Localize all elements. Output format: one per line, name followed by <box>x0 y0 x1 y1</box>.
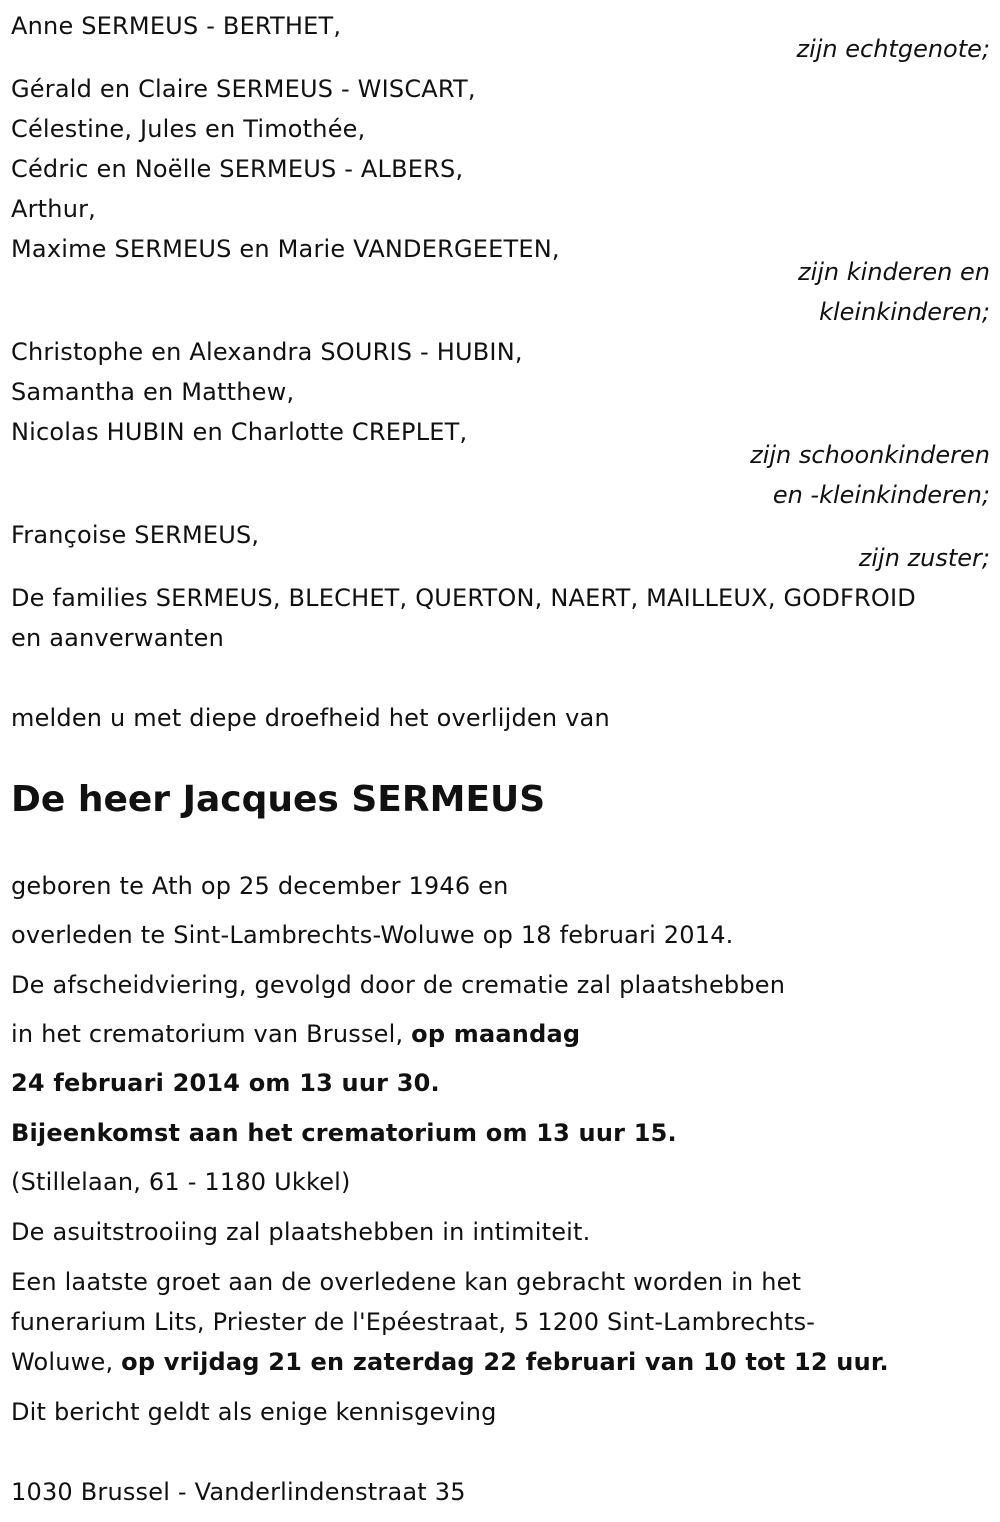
deceased-name: De heer Jacques SERMEUS <box>11 779 546 820</box>
in-law-line: Samantha en Matthew, <box>11 378 295 406</box>
child-line: Célestine, Jules en Timothée, <box>11 115 366 143</box>
ceremony-location: in het crematorium van Brussel, <box>11 1020 412 1048</box>
announcement: melden u met diepe droefheid het overlijden van <box>11 704 610 732</box>
visit-line: funerarium Lits, Priester de l'Epéestraat, 5 1200 Sint-Lambrechts- <box>11 1308 816 1336</box>
in-laws-role: zijn schoonkinderen <box>750 441 990 469</box>
death-line: overleden te Sint-Lambrechts-Woluwe op 18 februari 2014. <box>11 921 734 949</box>
birth-line: geboren te Ath op 25 december 1946 en <box>11 872 509 900</box>
spouse-name: Anne SERMEUS - BERTHET, <box>11 12 342 40</box>
ceremony-line <box>11 1014 580 1054</box>
visit-line <box>11 1342 889 1382</box>
families-line: en aanverwanten <box>11 624 224 652</box>
children-role: zijn kinderen en <box>798 258 990 286</box>
visit-place: Woluwe, <box>11 1348 122 1376</box>
in-law-line: Christophe en Alexandra SOURIS - HUBIN, <box>11 338 523 366</box>
in-laws-role: en -kleinkinderen; <box>772 481 990 509</box>
spouse-role: zijn echtgenote; <box>796 35 990 63</box>
child-line: Arthur, <box>11 195 97 223</box>
sister-role: zijn zuster; <box>858 544 990 572</box>
home-address: 1030 Brussel - Vanderlindenstraat 35 <box>11 1478 466 1506</box>
ceremony-day: op maandag <box>411 1020 581 1048</box>
ceremony-datetime: 24 februari 2014 om 13 uur 30. <box>11 1069 440 1097</box>
children-role: kleinkinderen; <box>819 298 990 326</box>
child-line: Maxime SERMEUS en Marie VANDERGEETEN, <box>11 235 560 263</box>
child-line: Cédric en Noëlle SERMEUS - ALBERS, <box>11 155 464 183</box>
child-line: Gérald en Claire SERMEUS - WISCART, <box>11 75 476 103</box>
ashes-line: De asuitstrooiing zal plaatshebben in intimiteit. <box>11 1218 591 1246</box>
families-line: De families SERMEUS, BLECHET, QUERTON, NAERT, MAILLEUX, GODFROID <box>11 584 916 612</box>
in-law-line: Nicolas HUBIN en Charlotte CREPLET, <box>11 418 468 446</box>
visit-times: op vrijdag 21 en zaterdag 22 februari van 10 tot 12 uur. <box>121 1348 889 1376</box>
visit-line: Een laatste groet aan de overledene kan gebracht worden in het <box>11 1268 802 1296</box>
crematorium-address: (Stillelaan, 61 - 1180 Ukkel) <box>11 1168 351 1196</box>
sister-name: Françoise SERMEUS, <box>11 521 260 549</box>
ceremony-line: De afscheidviering, gevolgd door de crematie zal plaatshebben <box>11 971 786 999</box>
meeting-time: Bijeenkomst aan het crematorium om 13 uur 15. <box>11 1119 677 1147</box>
notice-line: Dit bericht geldt als enige kennisgeving <box>11 1398 497 1426</box>
